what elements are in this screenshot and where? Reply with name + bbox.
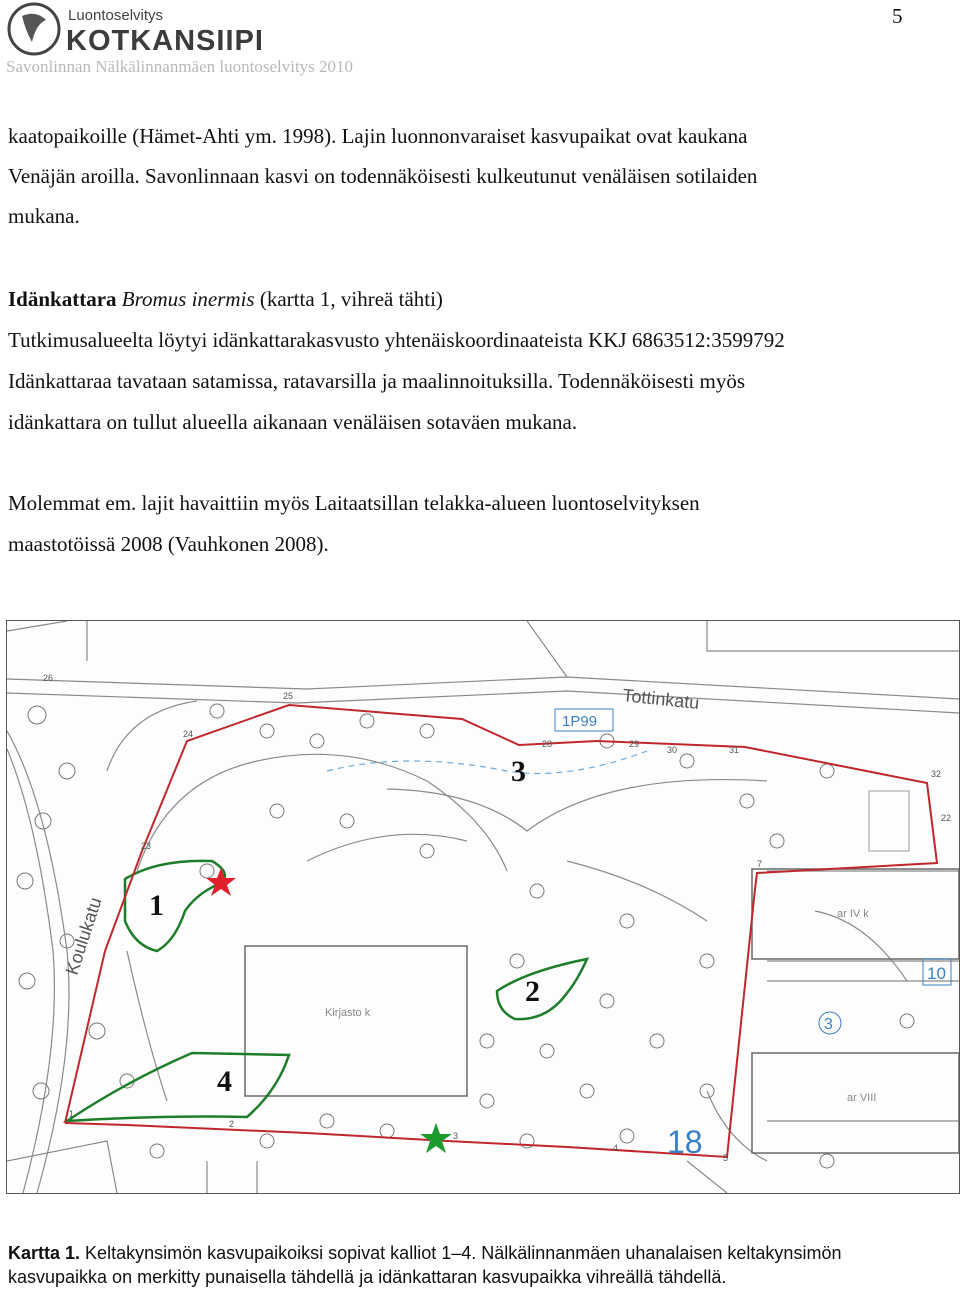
area-label-1: 1 <box>149 889 164 922</box>
species-latin: Bromus inermis <box>121 287 255 311</box>
map-small-structure <box>869 791 909 851</box>
boundary-point-label: 7 <box>757 859 763 869</box>
boundary-point-label: 30 <box>667 745 678 755</box>
library-label: Kirjasto k <box>325 1007 371 1019</box>
parcel-code: 1P99 <box>562 713 598 730</box>
document-subtitle: Savonlinnan Nälkälinnanmäen luontoselvitys 2010 <box>6 57 354 76</box>
building-label-1: ar IV k <box>837 908 869 920</box>
green-star-icon <box>420 1123 452 1153</box>
boundary-point-label: 1 <box>69 1109 75 1119</box>
boundary-point-label: 24 <box>183 729 194 739</box>
boundary-point-label: 26 <box>43 673 54 683</box>
boundary-point-label: 25 <box>283 691 294 701</box>
map-caption <box>8 1241 938 1289</box>
boundary-point-label: 4 <box>613 1143 619 1153</box>
paragraph-line: Venäjän aroilla. Savonlinnaan kasvi on todennäköisesti kulkeutunut venäläisen sotilaiden <box>8 164 758 188</box>
boundary-point-label: 31 <box>729 745 740 755</box>
paragraph-line: Idänkattaraa tavataan satamissa, ratavarsilla ja maalinnoituksilla. Todennäköisesti myös <box>8 369 745 393</box>
block-number: 18 <box>667 1124 703 1160</box>
outcrop-area-1 <box>125 861 225 951</box>
boundary-point-label: 23 <box>141 841 152 851</box>
tree-symbols <box>17 704 914 1168</box>
street-label-koulukatu: Koulukatu <box>61 894 106 978</box>
boundary-point-label: 29 <box>629 739 640 749</box>
kotkansiipi-logo <box>6 2 276 58</box>
boundary-point-label: 5 <box>723 1153 729 1163</box>
map-dashed-path <box>327 751 647 774</box>
paragraph-line: Molemmat em. lajit havaittiin myös Laitaatsillan telakka-alueen luontoselvityksen <box>8 491 700 515</box>
paragraph-line: kaatopaikoille (Hämet-Ahti ym. 1998). Lajin luonnonvaraiset kasvupaikat ovat kaukana <box>8 124 748 148</box>
page-number: 5 <box>892 4 903 28</box>
library-building <box>245 946 467 1096</box>
side-number-10: 10 <box>927 964 946 983</box>
boundary-point-labels <box>43 673 951 1163</box>
street-label-tottinkatu: Tottinkatu <box>621 685 701 714</box>
paragraph-line: maastotöissä 2008 (Vauhkonen 2008). <box>8 532 329 556</box>
study-area-boundary <box>65 705 937 1157</box>
logo-small-text: Luontoselvitys <box>68 7 164 24</box>
outcrop-area-4 <box>67 1053 289 1121</box>
paragraph-line: Tutkimusalueelta löytyi idänkattarakasvusto yhtenäiskoordinaateista KKJ 6863512:3599792 <box>8 328 785 352</box>
area-label-2: 2 <box>525 975 540 1008</box>
caption-label: Kartta 1. <box>8 1243 81 1263</box>
paragraph-line: mukana. <box>8 204 80 228</box>
boundary-point-label: 32 <box>931 769 942 779</box>
outcrop-area-2 <box>497 959 587 1019</box>
paragraph-line: idänkattara on tullut alueella aikanaan venäläisen sotaväen mukana. <box>8 410 578 434</box>
site-map <box>6 620 960 1194</box>
species-name: Idänkattara <box>8 287 117 311</box>
boundary-point-label: 2 <box>229 1119 235 1129</box>
species-note: (kartta 1, vihreä tähti) <box>259 287 443 311</box>
boundary-point-label: 3 <box>453 1131 459 1141</box>
building-label-2: ar VIII <box>847 1092 877 1104</box>
side-number-3: 3 <box>824 1016 833 1033</box>
logo-large-text: KOTKANSIIPI <box>66 25 264 57</box>
species-heading <box>8 279 948 320</box>
red-star-icon <box>206 868 236 896</box>
caption-text: Keltakynsimön kasvupaikoiksi sopivat kalliot 1–4. Nälkälinnanmäen uhanalaisen keltakynsimön kasvupaikka on merkitty punaisella tähdellä ja idänkattaran kasvupaikka vihreällä tähdellä. <box>8 1243 842 1287</box>
area-label-4: 4 <box>217 1065 232 1098</box>
outcrop-areas <box>67 861 587 1121</box>
boundary-point-label: 22 <box>941 813 952 823</box>
boundary-point-label: 28 <box>542 739 553 749</box>
area-label-3: 3 <box>511 755 526 788</box>
